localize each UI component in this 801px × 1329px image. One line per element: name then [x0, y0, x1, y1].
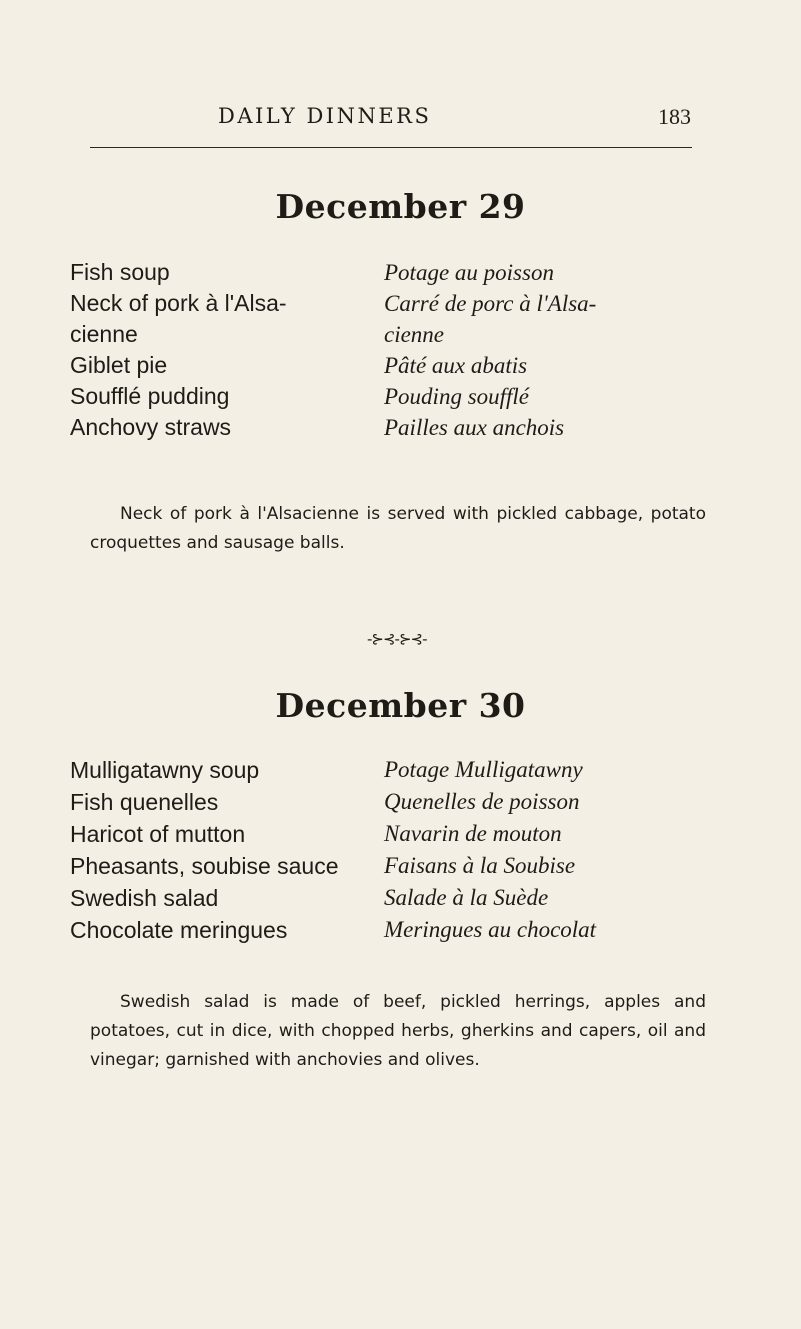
- menu-item-en: Giblet pie: [70, 352, 168, 378]
- french-menu-dec-29: [384, 257, 596, 443]
- menu-item-en: Pheasants, soubise sauce: [70, 853, 339, 879]
- menu-item-en: Neck of pork à l'Alsa-: [70, 290, 287, 316]
- menu-item-fr: Potage Mulligatawny: [384, 757, 583, 782]
- day-heading-dec-30: December 30: [275, 686, 526, 725]
- page-number: 183: [658, 104, 691, 129]
- note-dec-29: [90, 500, 706, 558]
- menu-item-en: Fish quenelles: [70, 789, 219, 815]
- menu-item-fr: Potage au poisson: [384, 260, 554, 285]
- menu-item-en: Mulligatawny soup: [70, 757, 260, 783]
- menu-item-fr: Quenelles de poisson: [384, 789, 580, 814]
- menu-item-fr: cienne: [384, 322, 445, 347]
- menu-item-fr: Pailles aux anchois: [384, 415, 565, 440]
- menu-item-en: Swedish salad: [70, 885, 219, 911]
- english-menu-dec-29: [70, 257, 287, 443]
- menu-item-en: Soufflé pudding: [70, 383, 230, 409]
- menu-item-fr: Salade à la Suède: [384, 885, 549, 910]
- header-rule: [90, 147, 692, 148]
- menu-item-fr: Pâté aux abatis: [384, 353, 528, 378]
- menu-item-en: Anchovy straws: [70, 414, 232, 440]
- french-menu-dec-30: [384, 754, 596, 946]
- menu-item-en: Haricot of mutton: [70, 821, 246, 847]
- running-head: [0, 104, 801, 134]
- menu-item-fr: Meringues au chocolat: [384, 917, 597, 942]
- day-heading-dec-29: December 29: [275, 187, 526, 226]
- note-text: Neck of pork à l'Alsacienne is served with pickled cabbage, potato croquettes and sausage balls.: [90, 504, 706, 553]
- note-text: Swedish salad is made of beef, pickled herrings, apples and potatoes, cut in dice, with chopped herbs, gherkins and capers, oil and vinegar; garnished with anchovies and olives.: [90, 992, 706, 1070]
- menu-item-en: cienne: [70, 321, 138, 347]
- menu-item-fr: Pouding soufflé: [384, 384, 530, 409]
- menu-item-en: Chocolate meringues: [70, 917, 288, 943]
- menu-item-fr: Faisans à la Soubise: [384, 853, 576, 878]
- menu-item-fr: Carré de porc à l'Alsa-: [384, 291, 597, 316]
- menu-item-fr: Navarin de mouton: [384, 821, 562, 846]
- running-title: DAILY DINNERS: [218, 104, 432, 128]
- english-menu-dec-30: [70, 754, 339, 946]
- menu-item-en: Fish soup: [70, 259, 170, 285]
- note-dec-30: [90, 988, 706, 1075]
- section-divider-ornament: -⊱⊰-⊱⊰-: [367, 630, 427, 648]
